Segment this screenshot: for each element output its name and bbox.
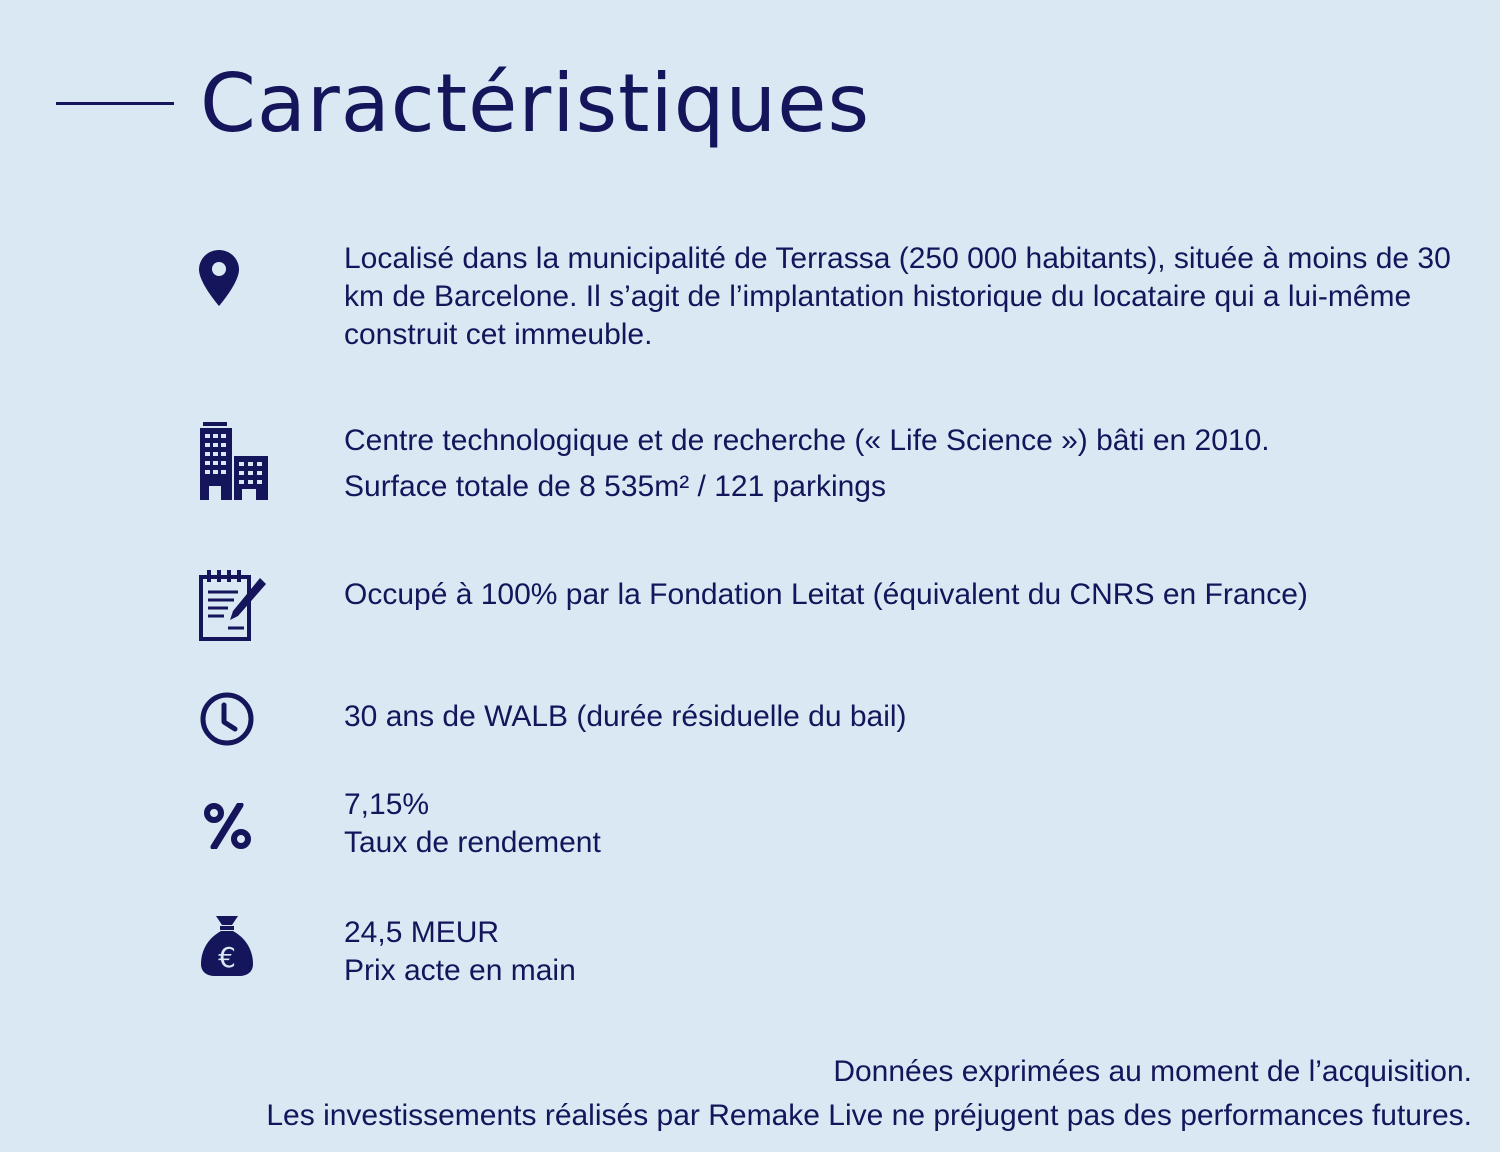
feature-yield <box>344 786 1486 862</box>
page-title: Caractéristiques <box>200 57 871 150</box>
feature-price-label: Prix acte en main <box>344 954 576 987</box>
disclaimer-line2: Les investissements réalisés par Remake Live ne préjugent pas des performances futures. <box>266 1099 1472 1132</box>
feature-location <box>344 240 1486 354</box>
notepad-icon <box>198 568 270 642</box>
feature-price <box>344 914 1486 990</box>
feature-walb <box>344 698 1486 736</box>
title-rule <box>56 102 174 105</box>
disclaimer-line1: Données exprimées au moment de l’acquisition. <box>833 1055 1472 1088</box>
percent-icon <box>204 803 252 849</box>
buildings-icon <box>198 422 270 500</box>
feature-building <box>344 422 1486 506</box>
feature-yield-label: Taux de rendement <box>344 826 601 859</box>
money-bag-icon <box>199 914 255 978</box>
feature-location-text: Localisé dans la municipalité de Terrassa (250 000 habitants), située à moins de 30 km de Barcelone. Il s’agit de l’implantation historique du locataire qui a lui-même construit cet immeuble. <box>344 242 1451 351</box>
feature-building-line1: Centre technologique et de recherche (« Life Science ») bâti en 2010. <box>344 424 1270 457</box>
feature-building-line2: Surface totale de 8 535m² / 121 parkings <box>344 470 886 503</box>
feature-yield-value: 7,15% <box>344 788 430 821</box>
feature-occupancy <box>344 576 1486 614</box>
feature-price-value: 24,5 MEUR <box>344 916 500 949</box>
map-pin-icon <box>199 250 239 306</box>
disclaimer <box>266 1050 1472 1138</box>
feature-occupancy-text: Occupé à 100% par la Fondation Leitat (équivalent du CNRS en France) <box>344 578 1308 611</box>
svg-text:€: € <box>218 941 236 974</box>
feature-walb-text: 30 ans de WALB (durée résiduelle du bail) <box>344 700 907 733</box>
clock-icon <box>199 691 255 747</box>
